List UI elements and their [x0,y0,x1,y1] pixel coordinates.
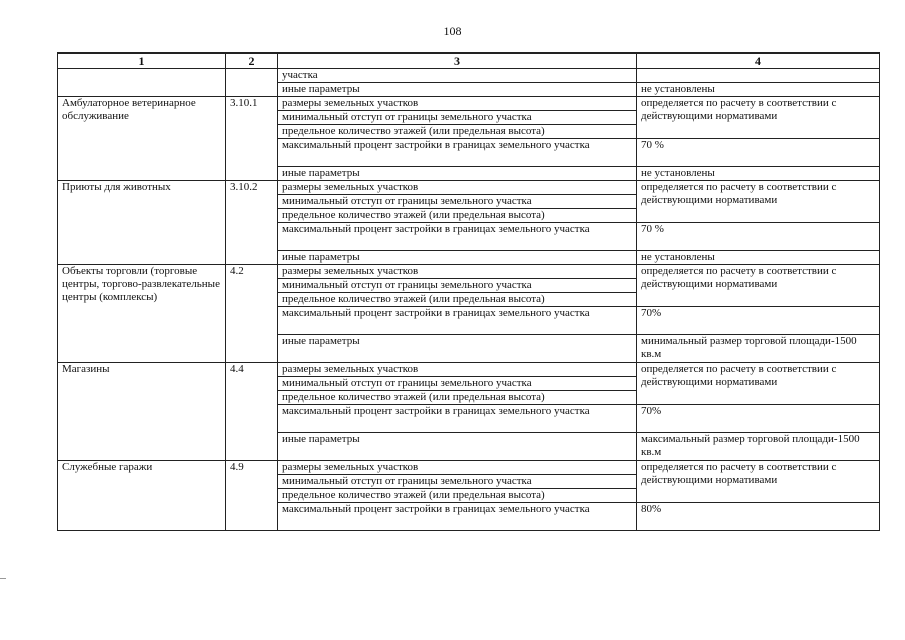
parameter-cell: максимальный процент застройки в границах земельного участка [278,139,637,167]
parameter-cell: максимальный процент застройки в границах земельного участка [278,223,637,251]
parameter-cell: минимальный отступ от границы земельного участка [278,475,637,489]
code-cell: 4.4 [226,363,278,461]
parameter-cell: минимальный отступ от границы земельного участка [278,195,637,209]
value-cell: 70 % [637,223,880,251]
parameter-cell: иные параметры [278,251,637,265]
table-row [58,69,880,83]
use-cell [58,69,226,97]
table-row [58,363,880,377]
parameter-cell: предельное количество этажей (или предельная высота) [278,209,637,223]
table-header-row [58,53,880,69]
use-cell: Объекты торговли (торговые центры, торгово-развлекательные центры (комплексы) [58,265,226,363]
parameter-cell: предельное количество этажей (или предельная высота) [278,489,637,503]
code-cell [226,69,278,97]
value-cell: максимальный размер торговой площади-1500 кв.м [637,433,880,461]
column-header-4: 4 [637,53,880,69]
value-cell: 70 % [637,139,880,167]
value-cell: минимальный размер торговой площади-1500 кв.м [637,335,880,363]
parameter-cell: размеры земельных участков [278,363,637,377]
use-cell: Служебные гаражи [58,461,226,531]
use-cell: Приюты для животных [58,181,226,265]
use-cell: Магазины [58,363,226,461]
column-header-1: 1 [58,53,226,69]
value-cell: определяется по расчету в соответствии с действующими нормативами [637,97,880,139]
parameter-cell: размеры земельных участков [278,461,637,475]
code-cell: 4.9 [226,461,278,531]
parameter-cell: размеры земельных участков [278,97,637,111]
value-cell: определяется по расчету в соответствии с действующими нормативами [637,265,880,307]
value-cell: 70% [637,405,880,433]
parameter-cell: максимальный процент застройки в границах земельного участка [278,503,637,531]
parameter-cell: предельное количество этажей (или предельная высота) [278,293,637,307]
column-header-3: 3 [278,53,637,69]
table-body [58,69,880,531]
value-cell [637,69,880,83]
parameter-cell: максимальный процент застройки в границах земельного участка [278,307,637,335]
page-number: 108 [443,24,462,38]
code-cell: 4.2 [226,265,278,363]
parameter-cell: предельное количество этажей (или предельная высота) [278,391,637,405]
parameter-cell: участка [278,69,637,83]
margin-mark [0,578,6,579]
table-row [58,461,880,475]
value-cell: 80% [637,503,880,531]
parameter-cell: минимальный отступ от границы земельного участка [278,279,637,293]
parameter-cell: минимальный отступ от границы земельного участка [278,111,637,125]
value-cell: определяется по расчету в соответствии с действующими нормативами [637,363,880,405]
value-cell: не установлены [637,251,880,265]
table-row [58,265,880,279]
value-cell: определяется по расчету в соответствии с действующими нормативами [637,461,880,503]
parameter-cell: максимальный процент застройки в границах земельного участка [278,405,637,433]
parameter-cell: размеры земельных участков [278,181,637,195]
table-row [58,181,880,195]
parameter-cell: минимальный отступ от границы земельного участка [278,377,637,391]
parameter-cell: иные параметры [278,167,637,181]
value-cell: 70% [637,307,880,335]
parameter-cell: иные параметры [278,83,637,97]
parameter-cell: иные параметры [278,433,637,461]
column-header-2: 2 [226,53,278,69]
value-cell: определяется по расчету в соответствии с действующими нормативами [637,181,880,223]
table-row [58,97,880,111]
code-cell: 3.10.1 [226,97,278,181]
parameter-cell: предельное количество этажей (или предельная высота) [278,125,637,139]
parameter-cell: размеры земельных участков [278,265,637,279]
use-cell: Амбулаторное ветеринарное обслуживание [58,97,226,181]
parameter-cell: иные параметры [278,335,637,363]
value-cell: не установлены [637,167,880,181]
regulations-table [57,52,880,531]
value-cell: не установлены [637,83,880,97]
code-cell: 3.10.2 [226,181,278,265]
